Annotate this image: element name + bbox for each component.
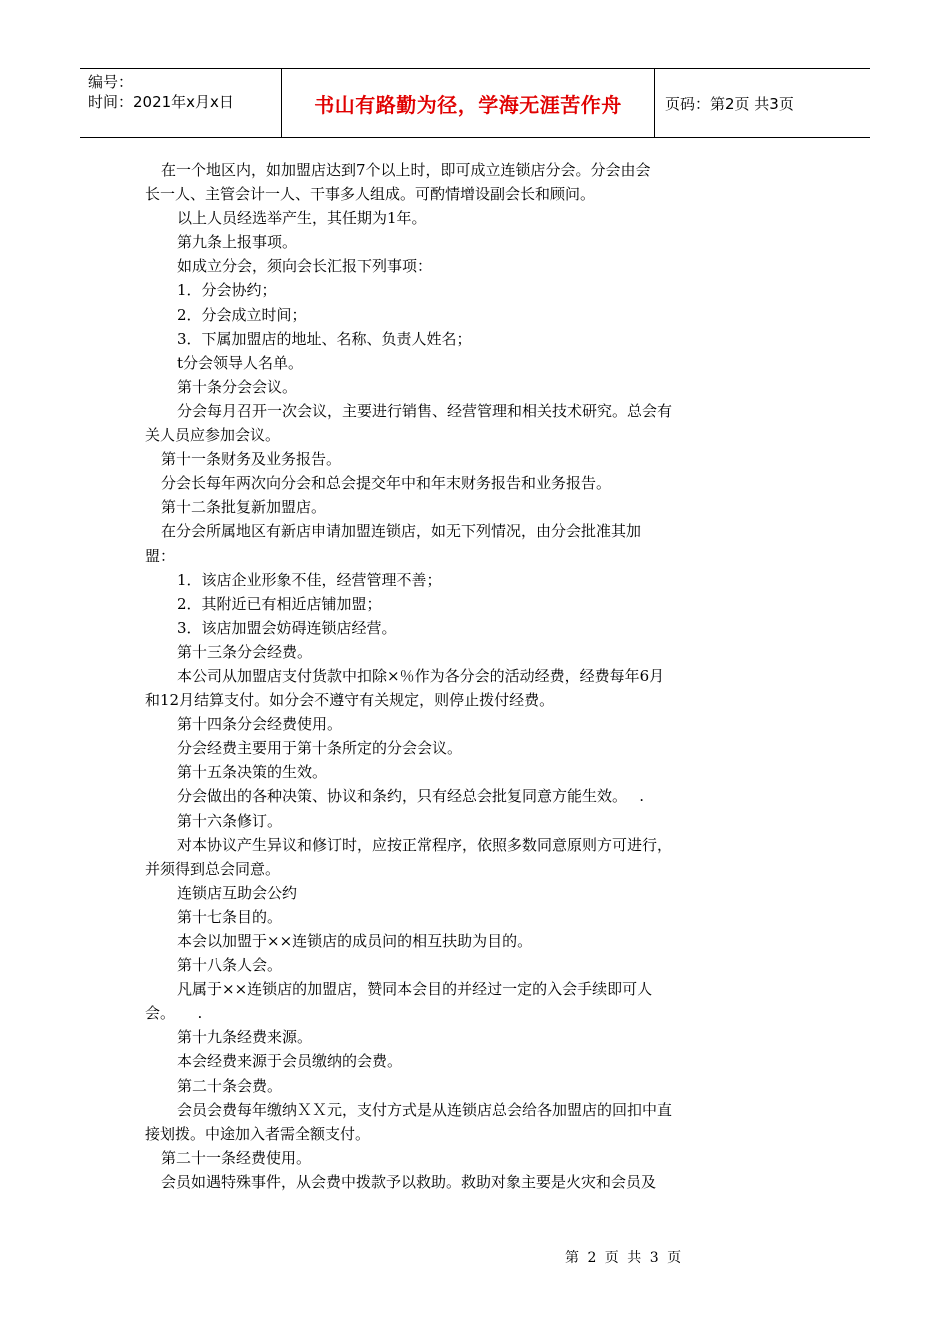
document-date: 时间：2021年x月x日 bbox=[88, 93, 234, 111]
paragraph-line: t分会领导人名单。 bbox=[177, 353, 304, 372]
paragraph-line: 对本协议产生异议和修订时，应按正常程序，依照多数同意原则方可进行， bbox=[177, 835, 673, 854]
paragraph-line: 在一个地区内，如加盟店达到7个以上时，即可成立连锁店分会。分会由会 bbox=[161, 161, 651, 179]
header-motto: 书山有路勤为径，学海无涯苦作舟 bbox=[282, 69, 655, 137]
paragraph-line: 分会每月召开一次会议，主要进行销售、经营管理和相关技术研究。总会有 bbox=[177, 401, 673, 420]
header-meta bbox=[80, 69, 282, 137]
paragraph-line: 第十六条修订。 bbox=[177, 811, 283, 830]
paragraph-line: 3．下属加盟店的地址、名称、负责人姓名； bbox=[177, 329, 472, 348]
paragraph-line: 在分会所属地区有新店申请加盟连锁店，如无下列情况，由分会批准其加 bbox=[161, 522, 642, 541]
paragraph-line: 分会经费主要用于第十条所定的分会会议。 bbox=[177, 739, 463, 758]
paragraph-line: 长一人、主管会计一人、干事多人组成。可酌情增设副会长和顾问。 bbox=[145, 185, 596, 204]
paragraph-line: 第十八条人会。 bbox=[177, 956, 283, 975]
paragraph-line: 和12月结算支付。如分会不遵守有关规定，则停止拨付经费。 bbox=[145, 691, 555, 710]
paragraph-line: 第十五条决策的生效。 bbox=[177, 763, 328, 782]
paragraph-line: 分会做出的各种决策、协议和条约，只有经总会批复同意方能生效。 . bbox=[177, 787, 645, 806]
paragraph-line: 第十七条目的。 bbox=[177, 907, 283, 926]
page-footer: 第 2 页 共 3 页 bbox=[565, 1250, 682, 1266]
paragraph-line: 以上人员经选举产生，其任期为1年。 bbox=[177, 209, 427, 228]
paragraph-line: 1．分会协约； bbox=[177, 281, 277, 300]
paragraph-line: 第十四条分会经费使用。 bbox=[177, 715, 343, 734]
paragraph-line: 凡属于××连锁店的加盟店，赞同本会目的并经过一定的入会手续即可人 bbox=[177, 980, 653, 999]
header-page-info: 页码：第2页 共3页 bbox=[665, 94, 794, 113]
paragraph-line: 会员会费每年缴纳ＸＸ元，支付方式是从连锁店总会给各加盟店的回扣中直 bbox=[177, 1100, 673, 1119]
paragraph-line: 如成立分会，须向会长汇报下列事项： bbox=[177, 257, 433, 276]
paragraph-line: 第十一条财务及业务报告。 bbox=[161, 450, 342, 469]
paragraph-line: 第十条分会会议。 bbox=[177, 377, 298, 396]
paragraph-line: 第十二条批复新加盟店。 bbox=[161, 498, 327, 517]
paragraph-line: 3．该店加盟会妨碍连锁店经营。 bbox=[177, 618, 397, 637]
paragraph-line: 并须得到总会同意。 bbox=[145, 859, 281, 878]
paragraph-line: 第二十条会费。 bbox=[177, 1076, 283, 1095]
paragraph-line: 会员如遇特殊事件，从会费中拨款予以救助。救助对象主要是火灾和会员及 bbox=[161, 1172, 657, 1191]
paragraph-line: 本公司从加盟店支付货款中扣除×％作为各分会的活动经费，经费每年6月 bbox=[177, 666, 665, 685]
paragraph-line: 分会长每年两次向分会和总会提交年中和年末财务报告和业务报告。 bbox=[161, 474, 612, 493]
page-header bbox=[80, 68, 870, 138]
paragraph-line: 1．该店企业形象不佳，经营管理不善； bbox=[177, 570, 442, 589]
document-number-label: 编号： bbox=[88, 73, 134, 91]
paragraph-line: 会。 . bbox=[145, 1004, 203, 1023]
paragraph-line: 2．分会成立时间； bbox=[177, 305, 307, 324]
document-body bbox=[145, 158, 745, 1194]
paragraph-line: 本会以加盟于××连锁店的成员问的相互扶助为目的。 bbox=[177, 932, 533, 950]
paragraph-line: 本会经费来源于会员缴纳的会费。 bbox=[177, 1052, 403, 1071]
paragraph-line: 第九条上报事项。 bbox=[177, 233, 298, 252]
paragraph-line: 2．其附近已有相近店铺加盟； bbox=[177, 594, 382, 613]
paragraph-line: 第十九条经费来源。 bbox=[177, 1028, 313, 1047]
paragraph-line: 接划拨。中途加入者需全额支付。 bbox=[145, 1124, 371, 1143]
paragraph-line: 连锁店互助会公约 bbox=[177, 883, 298, 902]
paragraph-line: 关人员应参加会议。 bbox=[145, 426, 281, 445]
paragraph-line: 第十三条分会经费。 bbox=[177, 642, 313, 661]
paragraph-line: 第二十一条经费使用。 bbox=[161, 1148, 312, 1167]
paragraph-line: 盟： bbox=[145, 546, 176, 565]
